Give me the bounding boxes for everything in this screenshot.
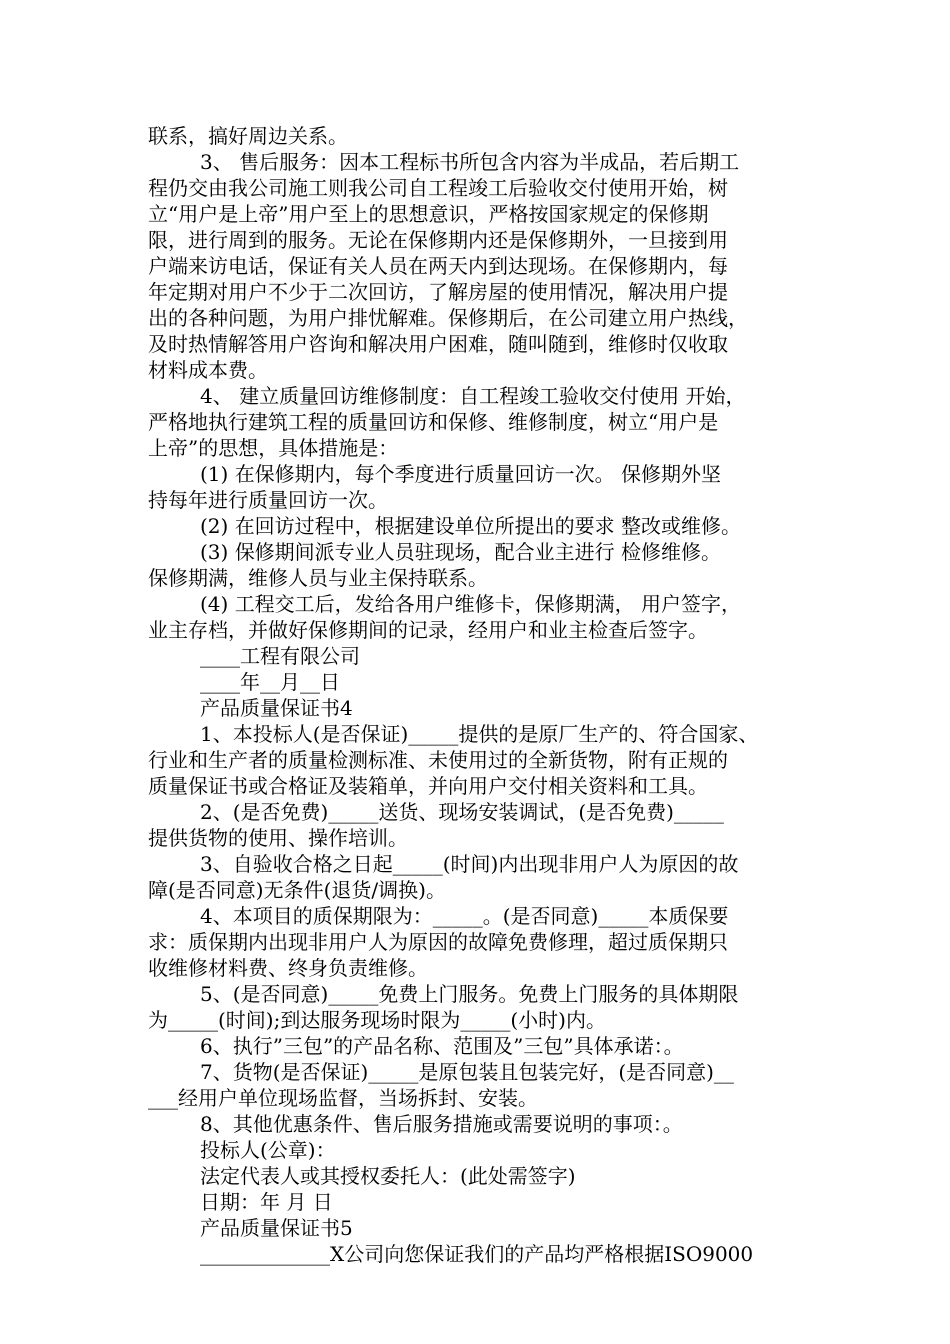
text-line: 年定期对用户不少于二次回访，了解房屋的使用情况，解决用户提 <box>148 280 728 304</box>
text-line: 程仍交由我公司施工则我公司自工程竣工后验收交付使用开始，树 <box>148 176 728 200</box>
text-line: 2、(是否免费)_____送货、现场安装调试，(是否免费)_____ <box>200 800 724 824</box>
text-line: 材料成本费。 <box>148 358 268 382</box>
text-line: 日期：年 月 日 <box>200 1190 333 1214</box>
text-line: 7、货物(是否保证)_____是原包装且包装完好，(是否同意)__ <box>200 1060 734 1084</box>
text-line: 3、 售后服务：因本工程标书所包含内容为半成品，若后期工 <box>200 150 740 174</box>
text-line: ___经用户单位现场监督，当场拆封、安装。 <box>148 1086 538 1110</box>
text-line: (2) 在回访过程中，根据建设单位所提出的要求 整改或维修。 <box>200 514 742 538</box>
text-line: ____工程有限公司 <box>200 644 360 668</box>
section-title: 产品质量保证书4 <box>200 696 353 720</box>
text-line: 障(是否同意)无条件(退货/调换)。 <box>148 878 446 902</box>
text-line: (4) 工程交工后，发给各用户维修卡，保修期满， 用户签字， <box>200 592 742 616</box>
text-line: 求：质保期内出现非用户人为原因的故障免费修理，超过质保期只 <box>148 930 728 954</box>
text-line: (3) 保修期间派专业人员驻现场，配合业主进行 检修维修。 <box>200 540 722 564</box>
text-line: 4、 建立质量回访维修制度：自工程竣工验收交付使用 开始， <box>200 384 746 408</box>
text-line: 提供货物的使用、操作培训。 <box>148 826 408 850</box>
text-line: 保修期满，维修人员与业主保持联系。 <box>148 566 488 590</box>
text-line: ____年__月__日 <box>200 670 340 694</box>
text-line: 限，进行周到的服务。无论在保修期内还是保修期外，一旦接到用 <box>148 228 728 252</box>
text-line: 立“用户是上帝”用户至上的思想意识，严格按国家规定的保修期 <box>148 202 709 226</box>
text-line: 4、本项目的质保期限为：_____。(是否同意)_____本质保要 <box>200 904 729 928</box>
text-line: 投标人(公章)： <box>200 1138 336 1162</box>
text-line: 5、(是否同意)_____免费上门服务。免费上门服务的具体期限 <box>200 982 739 1006</box>
text-line: 上帝”的思想，具体措施是： <box>148 436 399 460</box>
text-line: 户端来访电话，保证有关人员在两天内到达现场。在保修期内，每 <box>148 254 728 278</box>
text-line: 法定代表人或其授权委托人：(此处需签字) <box>200 1164 576 1188</box>
text-line: 业主存档，并做好保修期间的记录，经用户和业主检查后签字。 <box>148 618 708 642</box>
text-line: 1、本投标人(是否保证)_____提供的是原厂生产的、符合国家、 <box>200 722 759 746</box>
text-line: 质量保证书或合格证及装箱单，并向用户交付相关资料和工具。 <box>148 774 708 798</box>
text-line: _____________X公司向您保证我们的产品均严格根据ISO9000 <box>200 1242 754 1266</box>
text-line: 出的各种问题，为用户排忧解难。保修期后，在公司建立用户热线， <box>148 306 748 330</box>
section-title: 产品质量保证书5 <box>200 1216 353 1240</box>
text-line: 8、其他优惠条件、售后服务措施或需要说明的事项：。 <box>200 1112 683 1136</box>
text-line: 为_____(时间);到达服务现场时限为_____(小时)内。 <box>148 1008 606 1032</box>
text-line: 联系，搞好周边关系。 <box>148 124 348 148</box>
text-line: 及时热情解答用户咨询和解决用户困难，随叫随到，维修时仅收取 <box>148 332 728 356</box>
text-line: (1) 在保修期内，每个季度进行质量回访一次。 保修期外坚 <box>200 462 722 486</box>
text-line: 6、执行”三包”的产品名称、范围及”三包”具体承诺：。 <box>200 1034 684 1058</box>
text-line: 严格地执行建筑工程的质量回访和保修、维修制度，树立“用户是 <box>148 410 719 434</box>
text-line: 持每年进行质量回访一次。 <box>148 488 388 512</box>
text-line: 收维修材料费、终身负责维修。 <box>148 956 428 980</box>
text-line: 行业和生产者的质量检测标准、未使用过的全新货物，附有正规的 <box>148 748 728 772</box>
text-line: 3、自验收合格之日起_____(时间)内出现非用户人为原因的故 <box>200 852 739 876</box>
